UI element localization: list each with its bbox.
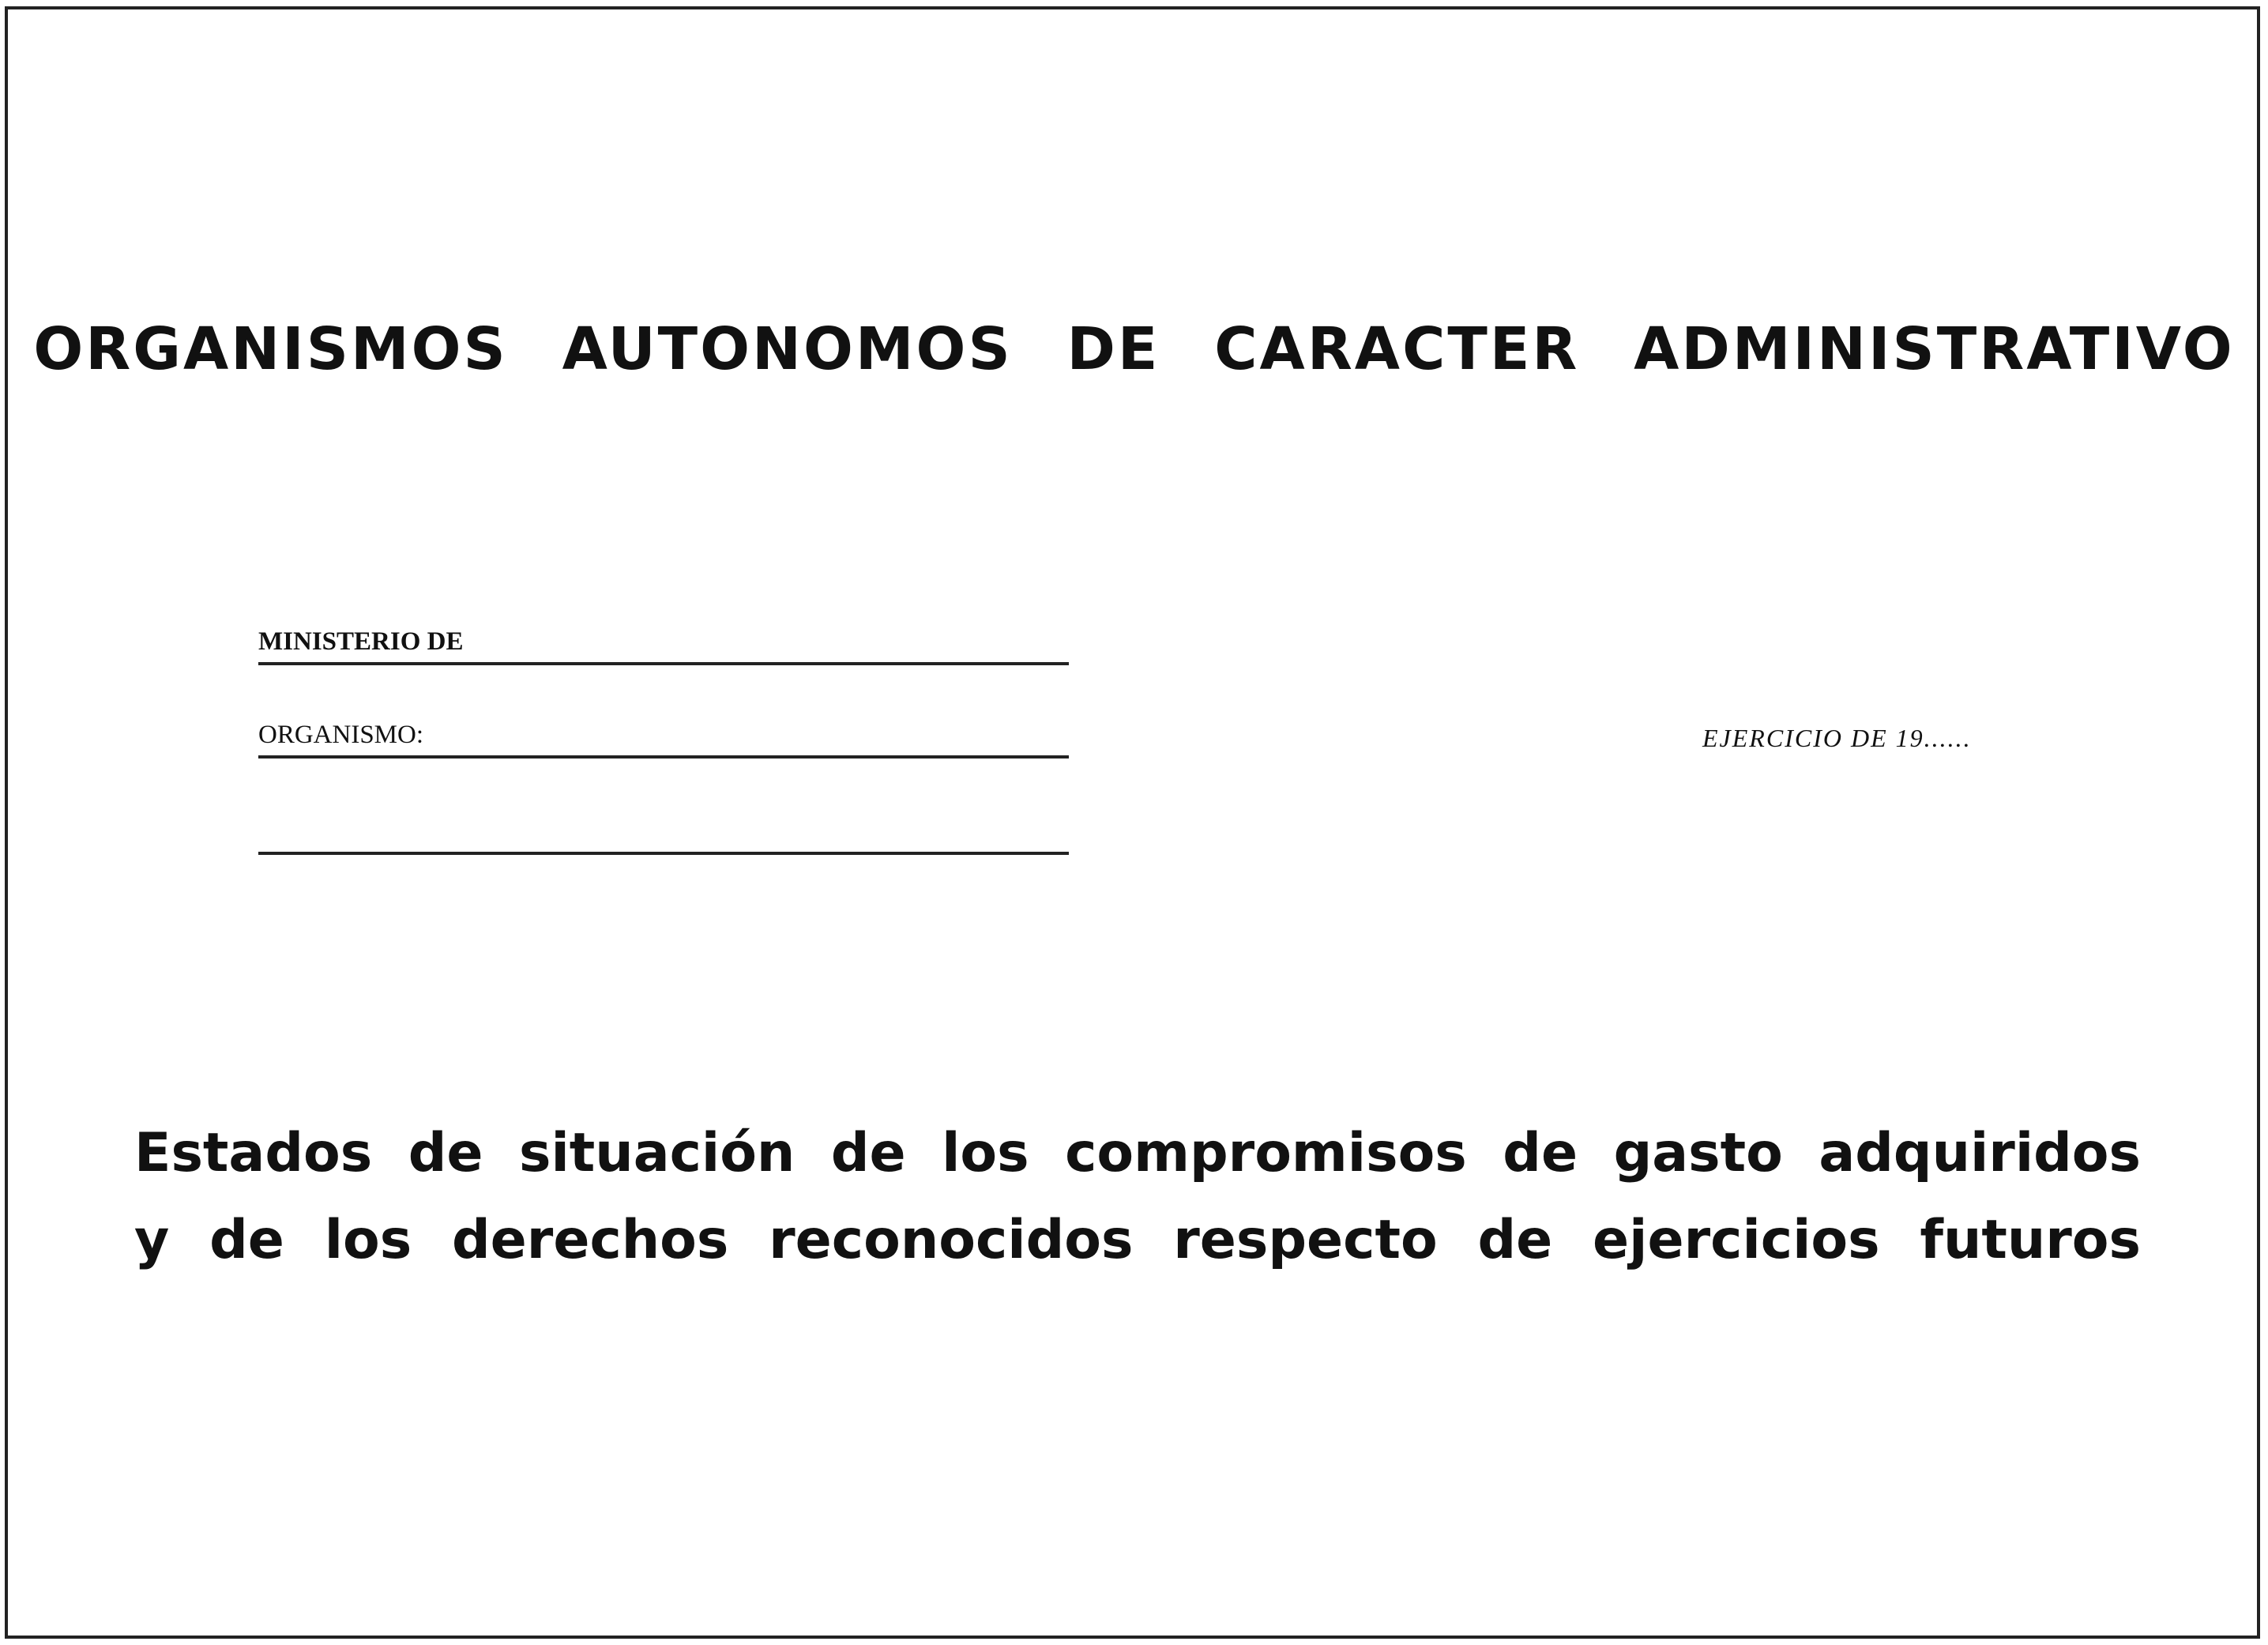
organismo-label: ORGANISMO: xyxy=(258,721,424,749)
blank-field[interactable] xyxy=(258,819,1069,855)
page-title: ORGANISMOS AUTONOMOS DE CARACTER ADMINISTRATIVO xyxy=(33,315,2235,383)
ministerio-field[interactable] xyxy=(258,629,1069,665)
ejercicio-label: EJERCICIO DE 19...... xyxy=(1702,724,1972,752)
subtitle-line-2: y de los derechos reconocidos respecto de ejercicios futuros xyxy=(134,1209,2141,1271)
organismo-field[interactable] xyxy=(258,722,1069,759)
document-subtitle xyxy=(134,1110,2141,1284)
subtitle-line-1: Estados de situación de los compromisos de gasto adquiridos xyxy=(134,1122,2141,1184)
ministerio-label: MINISTERIO DE xyxy=(258,627,464,656)
